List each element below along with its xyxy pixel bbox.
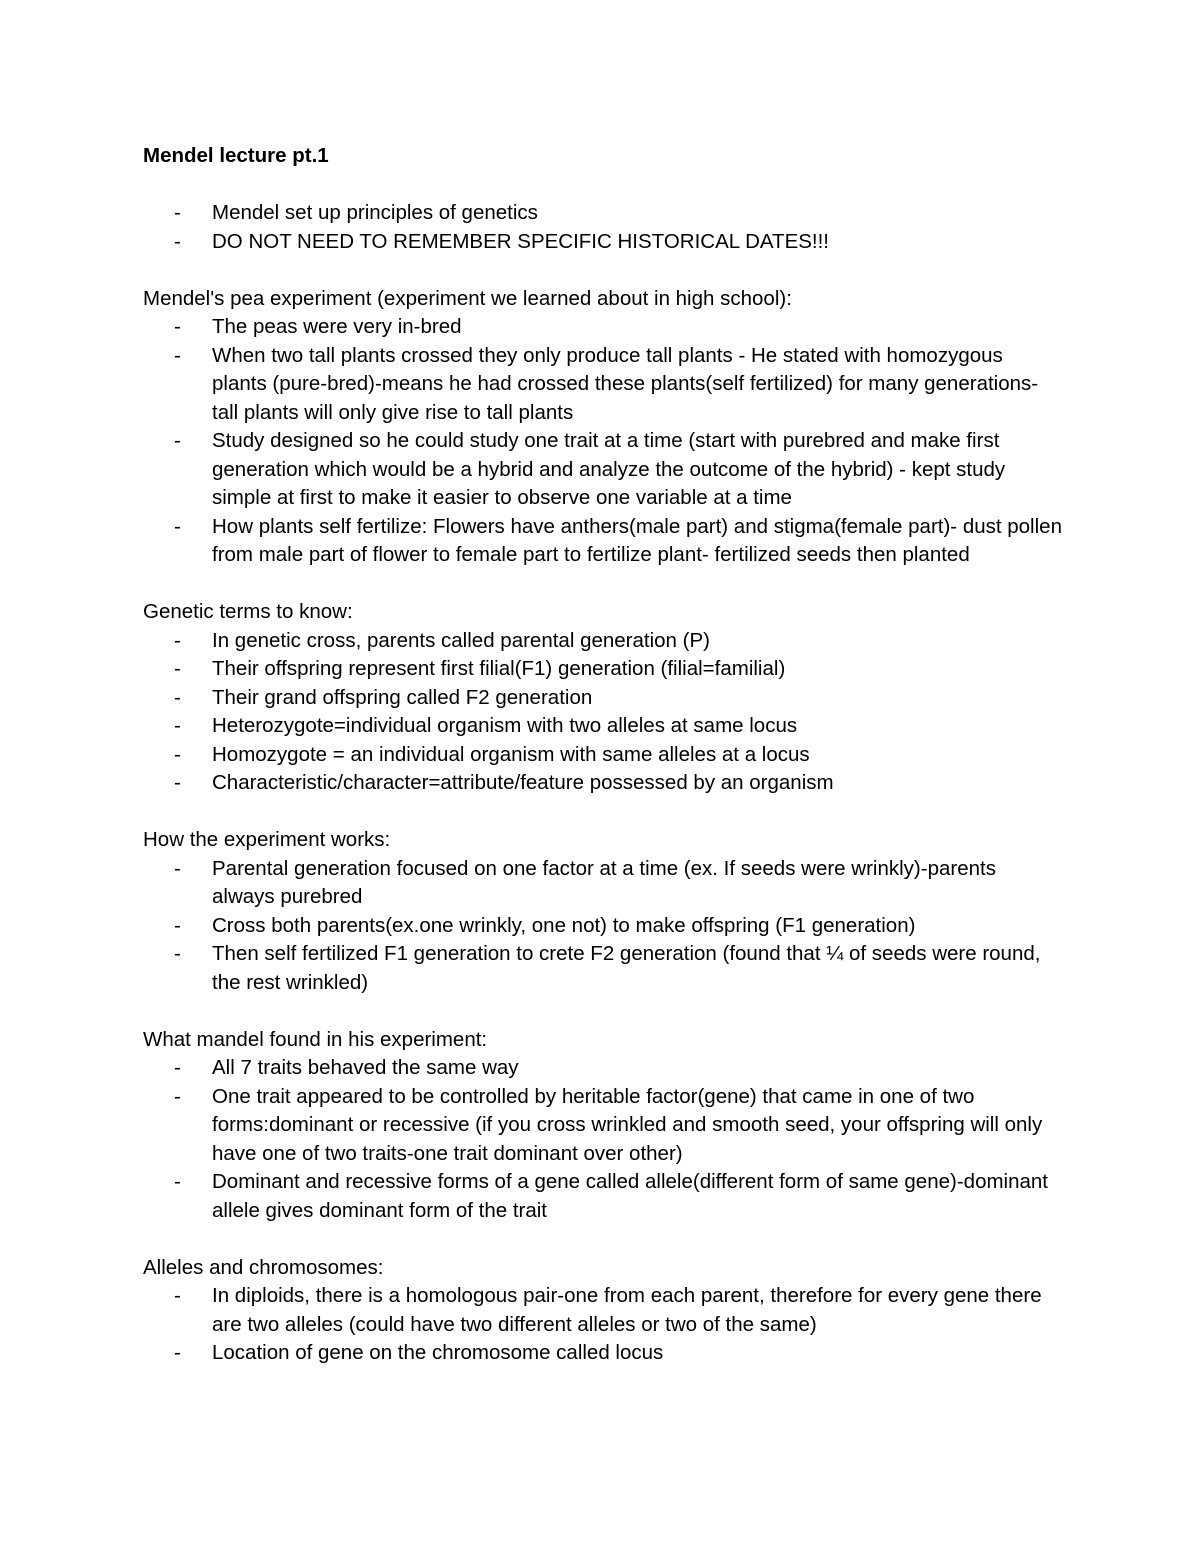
list-item-text: Their offspring represent first filial(F1) generation (filial=familial) bbox=[212, 657, 786, 680]
list-item-text: In diploids, there is a homologous pair-one from each parent, therefore for every gene there are two alleles (could have two different alleles or two of the same) bbox=[212, 1284, 1042, 1336]
list-item bbox=[143, 342, 1063, 428]
bullet-dash: - bbox=[174, 1056, 181, 1079]
spacer bbox=[143, 798, 1063, 827]
list-item bbox=[143, 655, 1063, 684]
list-item-text: All 7 traits behaved the same way bbox=[212, 1056, 519, 1079]
list-item bbox=[143, 712, 1063, 741]
list-item bbox=[143, 741, 1063, 770]
list-item bbox=[143, 1282, 1063, 1339]
list-item-text: When two tall plants crossed they only produce tall plants - He stated with homozygous plants (pure-bred)-means he had crossed these plants(self fertilized) for many generations-tall plants will only give rise to tall plants bbox=[212, 343, 1039, 424]
list-item-text: Cross both parents(ex.one wrinkly, one not) to make offspring (F1 generation) bbox=[212, 913, 916, 937]
bullet-dash: - bbox=[174, 315, 181, 338]
list-item bbox=[143, 769, 1063, 798]
bullet-dash: - bbox=[174, 714, 181, 737]
experiment-works-bullet-list bbox=[143, 855, 1063, 998]
list-item bbox=[143, 940, 1063, 997]
bullet-dash: - bbox=[174, 913, 181, 937]
list-item-text: Parental generation focused on one factor at a time (ex. If seeds were wrinkly)-parents always purebred bbox=[212, 856, 996, 908]
section-heading-genetic-terms: Genetic terms to know: bbox=[143, 600, 353, 623]
bullet-dash: - bbox=[174, 657, 181, 680]
list-item bbox=[143, 1083, 1063, 1169]
list-item-text: Homozygote = an individual organism with same alleles at a locus bbox=[212, 742, 810, 766]
bullet-dash: - bbox=[174, 343, 181, 367]
list-item bbox=[143, 627, 1063, 656]
bullet-dash: - bbox=[174, 429, 181, 452]
list-item-text: Dominant and recessive forms of a gene called allele(different form of same gene)-dominant allele gives dominant form of the trait bbox=[212, 1170, 1048, 1222]
list-item bbox=[143, 199, 1063, 228]
spacer bbox=[143, 570, 1063, 599]
pea-experiment-bullet-list bbox=[143, 313, 1063, 570]
bullet-dash: - bbox=[174, 1084, 181, 1108]
bullet-dash: - bbox=[174, 742, 181, 766]
list-item bbox=[143, 1168, 1063, 1225]
list-item bbox=[143, 427, 1063, 513]
document-title: Mendel lecture pt.1 bbox=[143, 144, 329, 167]
bullet-dash: - bbox=[174, 1170, 181, 1193]
list-item-text: Study designed so he could study one trait at a time (start with purebred and make first generation which would be a hybrid and analyze the outcome of the hybrid) - kept study simple at first to make it easier to observe one variable at a time bbox=[212, 429, 1006, 509]
spacer bbox=[143, 256, 1063, 285]
bullet-dash: - bbox=[174, 1284, 181, 1307]
bullet-dash: - bbox=[174, 771, 181, 794]
genetic-terms-bullet-list bbox=[143, 627, 1063, 798]
spacer bbox=[143, 1225, 1063, 1254]
bullet-dash: - bbox=[174, 229, 181, 253]
list-item-text: Mendel set up principles of genetics bbox=[212, 201, 538, 224]
list-item-text: Characteristic/character=attribute/feature possessed by an organism bbox=[212, 771, 834, 794]
bullet-dash: - bbox=[174, 856, 181, 880]
spacer bbox=[143, 997, 1063, 1026]
bullet-dash: - bbox=[174, 514, 181, 538]
list-item-text: DO NOT NEED TO REMEMBER SPECIFIC HISTORICAL DATES!!! bbox=[212, 229, 830, 253]
list-item-text: How plants self fertilize: Flowers have anthers(male part) and stigma(female part)- dust pollen from male part of flower to female part to fertilize plant- fertilized seeds then planted bbox=[212, 514, 1062, 566]
list-item bbox=[143, 855, 1063, 912]
spacer bbox=[143, 171, 1063, 200]
list-item-text: The peas were very in-bred bbox=[212, 315, 462, 338]
bullet-dash: - bbox=[174, 1341, 181, 1364]
bullet-dash: - bbox=[174, 201, 181, 224]
intro-bullet-list bbox=[143, 199, 1063, 256]
list-item bbox=[143, 1339, 1063, 1368]
section-heading-alleles-chromosomes: Alleles and chromosomes: bbox=[143, 1255, 384, 1279]
bullet-dash: - bbox=[174, 685, 181, 709]
list-item bbox=[143, 513, 1063, 570]
list-item bbox=[143, 313, 1063, 342]
list-item-text: One trait appeared to be controlled by heritable factor(gene) that came in one of two forms:dominant or recessive (if you cross wrinkled and smooth seed, your offspring will only have one of two traits-one trait dominant over other) bbox=[212, 1084, 1043, 1165]
list-item bbox=[143, 1054, 1063, 1083]
section-heading-pea-experiment: Mendel's pea experiment (experiment we learned about in high school): bbox=[143, 286, 792, 310]
list-item-text: Their grand offspring called F2 generation bbox=[212, 685, 593, 709]
mendel-findings-bullet-list bbox=[143, 1054, 1063, 1225]
list-item bbox=[143, 228, 1063, 257]
bullet-dash: - bbox=[174, 628, 181, 652]
list-item bbox=[143, 684, 1063, 713]
list-item-text: Location of gene on the chromosome called locus bbox=[212, 1341, 664, 1364]
list-item-text: In genetic cross, parents called parental generation (P) bbox=[212, 628, 710, 652]
list-item-text: Heterozygote=individual organism with two alleles at same locus bbox=[212, 714, 798, 737]
list-item-text: Then self fertilized F1 generation to crete F2 generation (found that ¼ of seeds were round, the rest wrinkled) bbox=[212, 942, 1041, 994]
alleles-chromosomes-bullet-list bbox=[143, 1282, 1063, 1368]
list-item bbox=[143, 912, 1063, 941]
section-heading-experiment-works: How the experiment works: bbox=[143, 828, 391, 851]
bullet-dash: - bbox=[174, 942, 181, 965]
document-page bbox=[143, 142, 1063, 1368]
section-heading-mendel-findings: What mandel found in his experiment: bbox=[143, 1027, 488, 1051]
